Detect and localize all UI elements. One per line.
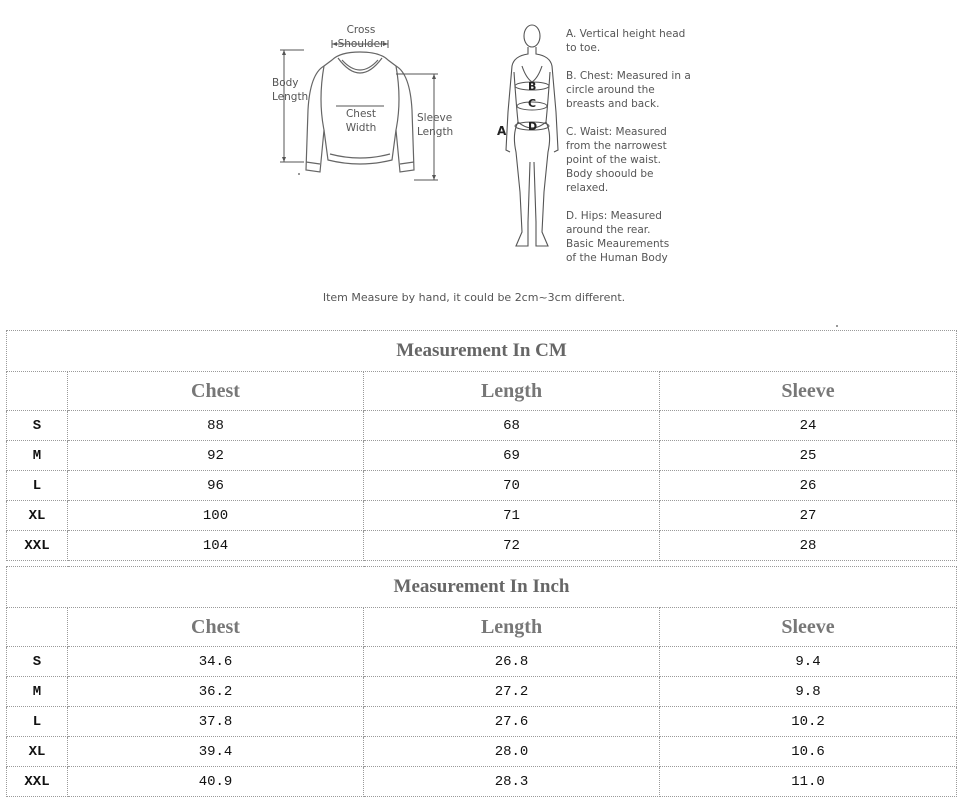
cm-header-chest: Chest bbox=[68, 372, 364, 411]
body-figure-icon bbox=[500, 22, 560, 254]
description-d: D. Hips: Measured around the rear. Basic Meaurements of the Human Body bbox=[566, 210, 670, 264]
cross-shoulder-label: Cross Shoulder bbox=[337, 24, 385, 50]
length-value: 68 bbox=[364, 411, 660, 441]
chest-value: 104 bbox=[68, 531, 364, 561]
chest-value: 92 bbox=[68, 441, 364, 471]
chest-value: 40.9 bbox=[68, 767, 364, 797]
chest-value: 36.2 bbox=[68, 677, 364, 707]
inch-header-length: Length bbox=[364, 608, 660, 647]
table-row bbox=[7, 647, 957, 677]
body-length-label: Body Length bbox=[272, 77, 309, 103]
size-label: XL bbox=[7, 501, 68, 531]
chest-value: 88 bbox=[68, 411, 364, 441]
sleeve-value: 9.4 bbox=[660, 647, 957, 677]
length-value: 28.3 bbox=[364, 767, 660, 797]
sleeve-value: 26 bbox=[660, 471, 957, 501]
size-label: XXL bbox=[7, 767, 68, 797]
table-row bbox=[7, 677, 957, 707]
inch-header-chest: Chest bbox=[68, 608, 364, 647]
marker-d: D bbox=[528, 120, 538, 133]
length-value: 27.2 bbox=[364, 677, 660, 707]
length-value: 71 bbox=[364, 501, 660, 531]
table-row bbox=[7, 441, 957, 471]
sleeve-length-label: Sleeve Length bbox=[417, 112, 454, 138]
size-label: M bbox=[7, 677, 68, 707]
sleeve-value: 10.2 bbox=[660, 707, 957, 737]
length-value: 28.0 bbox=[364, 737, 660, 767]
table-row bbox=[7, 411, 957, 441]
table-row bbox=[7, 737, 957, 767]
chest-value: 39.4 bbox=[68, 737, 364, 767]
size-label: M bbox=[7, 441, 68, 471]
cm-header-sleeve: Sleeve bbox=[660, 372, 957, 411]
chest-value: 34.6 bbox=[68, 647, 364, 677]
length-value: 27.6 bbox=[364, 707, 660, 737]
length-value: 72 bbox=[364, 531, 660, 561]
size-label: XL bbox=[7, 737, 68, 767]
size-label: XXL bbox=[7, 531, 68, 561]
inch-size-table bbox=[6, 566, 957, 797]
length-value: 70 bbox=[364, 471, 660, 501]
sleeve-value: 9.8 bbox=[660, 677, 957, 707]
measurement-illustration bbox=[0, 0, 962, 320]
size-label: S bbox=[7, 647, 68, 677]
length-value: 26.8 bbox=[364, 647, 660, 677]
chest-value: 100 bbox=[68, 501, 364, 531]
size-label: L bbox=[7, 707, 68, 737]
length-value: 69 bbox=[364, 441, 660, 471]
table-row bbox=[7, 707, 957, 737]
sleeve-value: 24 bbox=[660, 411, 957, 441]
cm-header-length: Length bbox=[364, 372, 660, 411]
chest-value: 96 bbox=[68, 471, 364, 501]
marker-b: B bbox=[528, 80, 537, 93]
table-row bbox=[7, 767, 957, 797]
measure-note: Item Measure by hand, it could be 2cm~3cm different. bbox=[322, 291, 626, 304]
cm-table-title: Measurement In CM bbox=[7, 331, 957, 372]
marker-a: A bbox=[497, 124, 507, 138]
cm-corner-cell bbox=[7, 372, 68, 411]
chest-value: 37.8 bbox=[68, 707, 364, 737]
description-a: A. Vertical height head to toe. bbox=[566, 28, 686, 54]
table-row bbox=[7, 471, 957, 501]
sleeve-value: 27 bbox=[660, 501, 957, 531]
inch-header-sleeve: Sleeve bbox=[660, 608, 957, 647]
inch-table-title: Measurement In Inch bbox=[7, 567, 957, 608]
description-c: C. Waist: Measured from the narrowest point of the waist. Body shoould be relaxed. bbox=[566, 126, 667, 194]
marker-c: C bbox=[528, 97, 537, 110]
sleeve-value: 11.0 bbox=[660, 767, 957, 797]
inch-corner-cell bbox=[7, 608, 68, 647]
table-row bbox=[7, 531, 957, 561]
size-label: S bbox=[7, 411, 68, 441]
sleeve-value: 28 bbox=[660, 531, 957, 561]
sleeve-value: 25 bbox=[660, 441, 957, 471]
size-label: L bbox=[7, 471, 68, 501]
chest-width-label: Chest Width bbox=[345, 108, 377, 134]
table-row bbox=[7, 501, 957, 531]
cm-size-table bbox=[6, 330, 957, 561]
description-b: B. Chest: Measured in a circle around the breasts and back. bbox=[566, 70, 691, 110]
sleeve-value: 10.6 bbox=[660, 737, 957, 767]
